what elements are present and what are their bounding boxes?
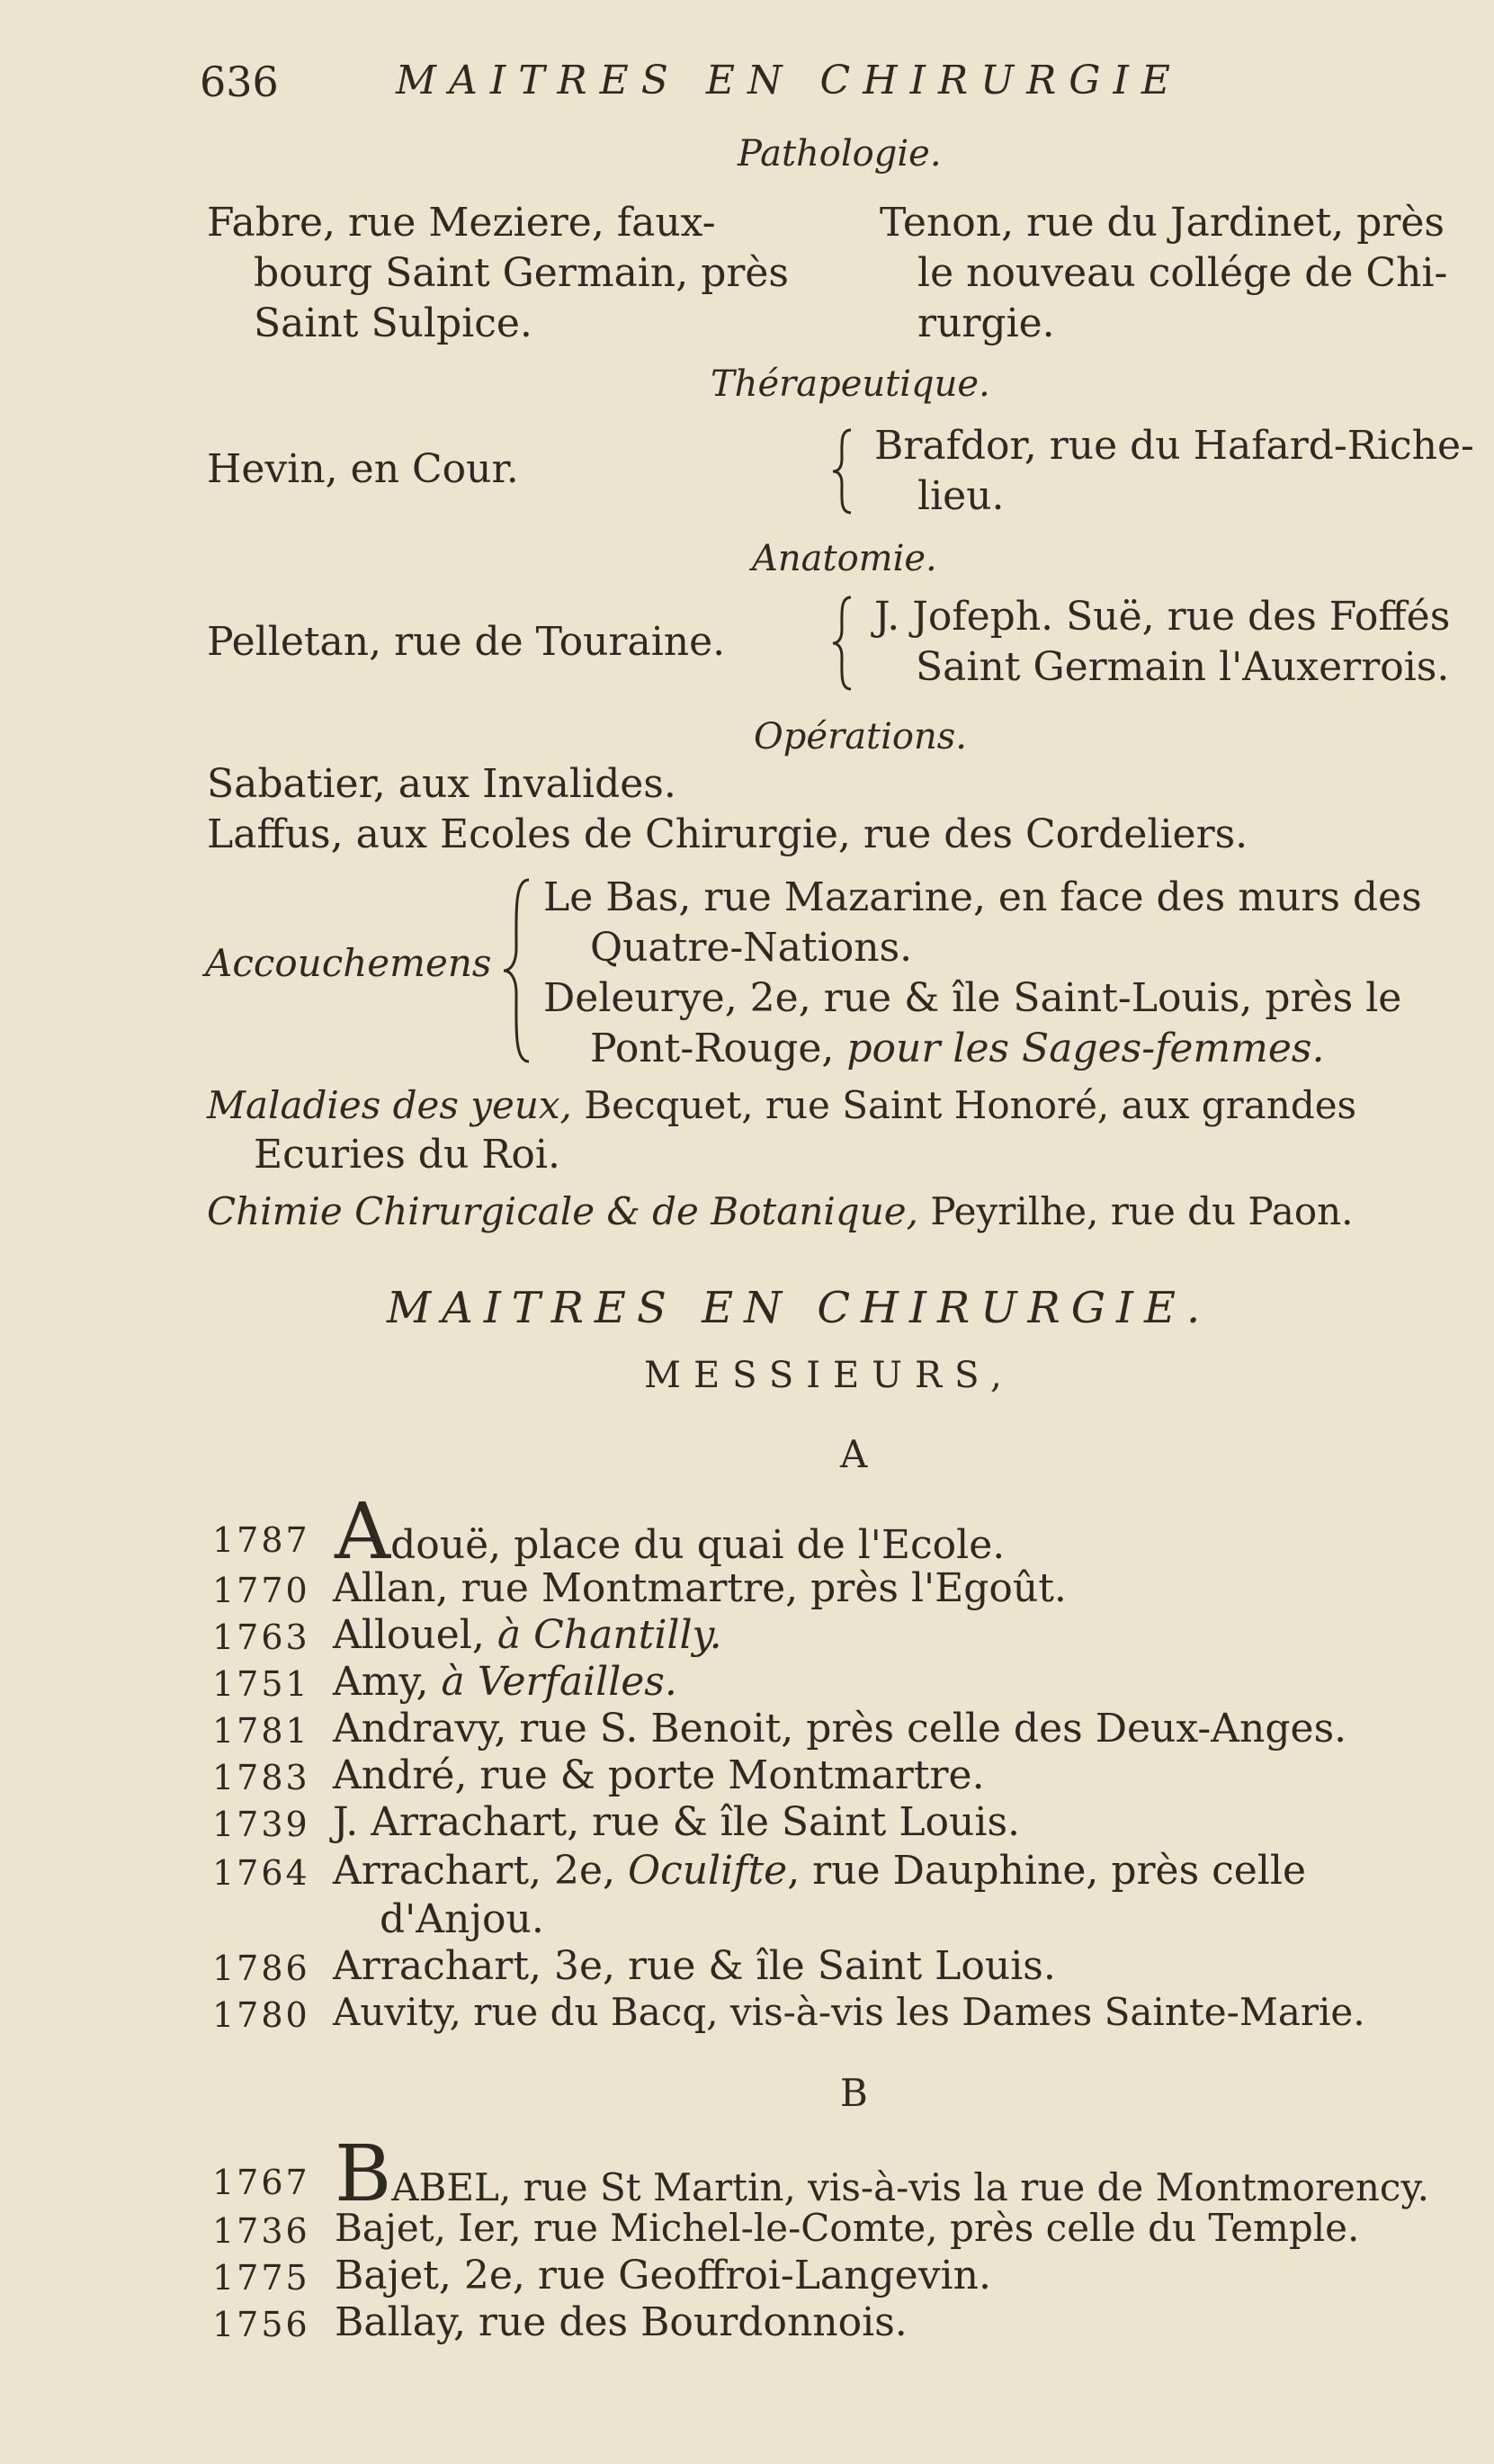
accouchemens-line-2: Quatre-Nations. [590, 925, 913, 971]
pathologie-right-line-2: le nouveau collége de Chi- [917, 250, 1448, 296]
anatomie-left: Pelletan, rue de Touraine. [207, 619, 726, 665]
entry-text: Arrachart, 2e, Oculifte, rue Dauphine, près celle [333, 1848, 1307, 1894]
drop-initial: A [335, 1487, 391, 1577]
pathologie-right-line-3: rurgie. [917, 300, 1055, 346]
entry-text: Amy, à Verfailles. [333, 1659, 677, 1705]
section-letter-b: B [840, 2071, 868, 2115]
masters-subtitle: MESSIEURS, [644, 1355, 1015, 1396]
entry-text: Ballay, rue des Bourdonnois. [335, 2299, 908, 2345]
section-heading-operations: Opérations. [754, 716, 967, 757]
entry-text: Allan, rue Montmartre, près l'Egoût. [333, 1565, 1067, 1611]
entry-text: Arrachart, 3e, rue & île Saint Louis. [333, 1943, 1056, 1989]
brace-icon [829, 594, 856, 693]
section-heading-pathologie: Pathologie. [738, 133, 942, 175]
maladies-yeux-text: Becquet, rue Saint Honoré, aux grandes [584, 1083, 1357, 1127]
accouchemens-note: pour les Sages-femmes. [846, 1026, 1325, 1071]
entry-year: 1786 [212, 1949, 310, 1988]
entry-year: 1751 [212, 1664, 310, 1704]
entry-year: 1783 [212, 1758, 310, 1797]
maladies-yeux-label: Maladies des yeux, [207, 1083, 572, 1127]
entry-year: 1736 [212, 2211, 310, 2251]
anatomie-right-line-2: Saint Germain l'Auxerrois. [916, 644, 1450, 690]
page-number: 636 [200, 58, 279, 106]
brace-icon [829, 426, 856, 516]
brace-icon [500, 876, 536, 1065]
entry-year: 1764 [212, 1853, 310, 1893]
anatomie-right-line-1: J. Jofeph. Suë, rue des Foffés [874, 594, 1451, 640]
entry-text: Allouel, à Chantilly. [333, 1612, 722, 1658]
accouchemens-place: Pont-Rouge, [590, 1026, 835, 1071]
masters-title: MAITRES EN CHIRURGIE. [387, 1283, 1212, 1333]
entry-year: 1763 [212, 1617, 310, 1657]
section-heading-therapeutique: Thérapeutique. [711, 363, 990, 405]
entry-text: Bajet, 2e, rue Geoffroi-Langevin. [335, 2253, 991, 2298]
therapeutique-right-line-2: lieu. [917, 473, 1005, 519]
chimie-text: Peyrilhe, rue du Paon. [930, 1189, 1354, 1233]
entry-text: J. Arrachart, rue & île Saint Louis. [333, 1799, 1021, 1845]
entry-year: 1756 [212, 2305, 310, 2344]
pathologie-left-line-1: Fabre, rue Meziere, faux- [207, 200, 716, 246]
running-title: MAITRES EN CHIRURGIE [396, 58, 1183, 103]
pathologie-left-line-2: bourg Saint Germain, près [254, 250, 790, 296]
drop-initial: B [335, 2129, 392, 2219]
entry-text: Andravy, rue S. Benoit, près celle des Deux-Anges. [333, 1706, 1347, 1752]
entry-year: 1770 [212, 1571, 310, 1610]
entry-text: Adouë, place du quai de l'Ecole. [335, 1487, 1006, 1577]
maladies-yeux-line-1 [207, 1083, 1357, 1127]
maladies-yeux-line-2: Ecuries du Roi. [254, 1132, 560, 1178]
pathologie-left-line-3: Saint Sulpice. [254, 300, 532, 346]
accouchemens-line-4 [590, 1026, 1325, 1071]
chimie-label: Chimie Chirurgicale & de Botanique, [207, 1189, 918, 1233]
accouchemens-label: Accouchemens [205, 941, 492, 985]
entry-year: 1739 [212, 1805, 310, 1844]
operations-line-1: Sabatier, aux Invalides. [207, 761, 676, 807]
entry-year: 1781 [212, 1711, 310, 1751]
entry-text: BABEL, rue St Martin, vis-à-vis la rue de Montmorency. [335, 2129, 1429, 2219]
entry-text: Auvity, rue du Bacq, vis-à-vis les Dames Sainte-Marie. [333, 1990, 1365, 2034]
entry-text: Bajet, Ier, rue Michel-le-Comte, près celle du Temple. [335, 2206, 1360, 2250]
accouchemens-line-1: Le Bas, rue Mazarine, en face des murs des [543, 874, 1422, 920]
operations-line-2: Laffus, aux Ecoles de Chirurgie, rue des Cordeliers. [207, 811, 1248, 857]
entry-year: 1775 [212, 2258, 310, 2298]
pathologie-right-line-1: Tenon, rue du Jardinet, près [880, 200, 1445, 246]
therapeutique-left: Hevin, en Cour. [207, 446, 519, 492]
accouchemens-line-3: Deleurye, 2e, rue & île Saint-Louis, près le [543, 975, 1402, 1021]
entry-text: André, rue & porte Montmartre. [333, 1752, 985, 1798]
entry-year: 1787 [212, 1520, 310, 1560]
section-heading-anatomie: Anatomie. [752, 538, 937, 579]
section-letter-a: A [840, 1432, 868, 1476]
chimie-line [207, 1189, 1354, 1233]
entry-year: 1767 [212, 2163, 310, 2202]
entry-year: 1780 [212, 1995, 310, 2035]
therapeutique-right-line-1: Brafdor, rue du Hafard-Riche- [874, 423, 1474, 469]
entry-continuation: d'Anjou. [380, 1896, 544, 1942]
